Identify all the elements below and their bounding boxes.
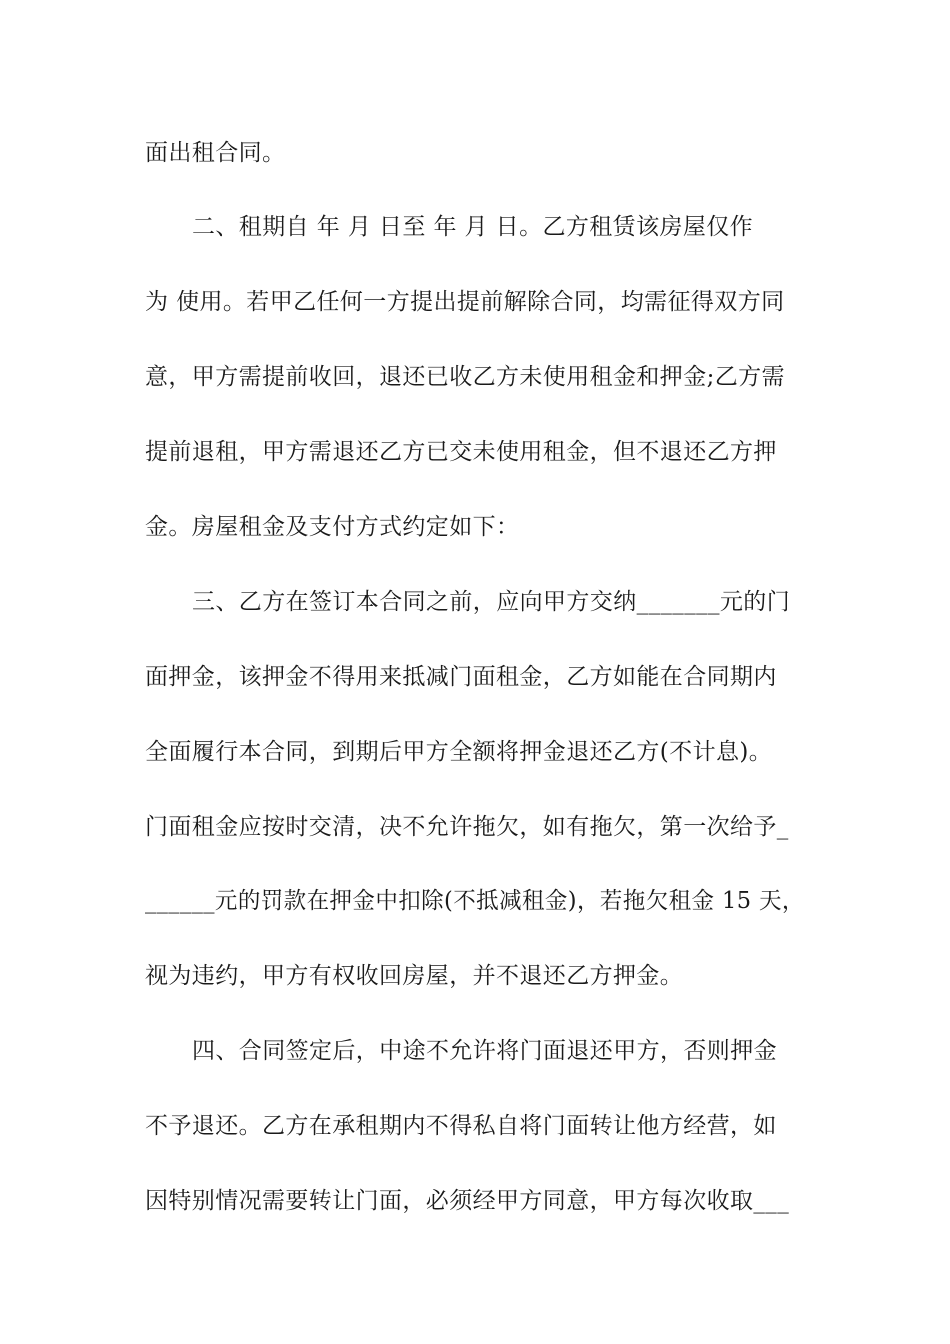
text-line-9: 全面履行本合同，到期后甲方全额将押金退还乙方(不计息)。 [145,739,773,765]
text-line-13: 四、合同签定后，中途不允许将门面退还甲方，否则押金 [192,1038,777,1064]
text-line-14: 不予退还。乙方在承租期内不得私自将门面转让他方经营，如 [145,1113,777,1139]
text-line-12: 视为违约，甲方有权收回房屋，并不退还乙方押金。 [145,963,684,989]
text-line-11: ______元的罚款在押金中扣除(不抵减租金)，若拖欠租金 15 天， [145,888,805,914]
text-line-10: 门面租金应按时交清，决不允许拖欠，如有拖欠，第一次给予_ [145,814,789,840]
text-line-2: 二、租期自 年 月 日至 年 月 日。乙方租赁该房屋仅作 [192,214,754,240]
text-line-1: 面出租合同。 [145,140,286,166]
text-line-7: 三、乙方在签订本合同之前，应向甲方交纳_______元的门 [192,589,791,615]
text-line-8: 面押金，该押金不得用来抵减门面租金，乙方如能在合同期内 [145,664,777,690]
text-line-6: 金。房屋租金及支付方式约定如下： [145,514,520,540]
text-line-15: 因特别情况需要转让门面，必须经甲方同意，甲方每次收取___ [145,1188,790,1214]
text-line-5: 提前退租，甲方需退还乙方已交未使用租金，但不退还乙方押 [145,439,777,465]
text-line-3: 为 使用。若甲乙任何一方提出提前解除合同，均需征得双方同 [145,289,785,315]
text-line-4: 意，甲方需提前收回，退还已收乙方未使用租金和押金;乙方需 [145,364,785,390]
